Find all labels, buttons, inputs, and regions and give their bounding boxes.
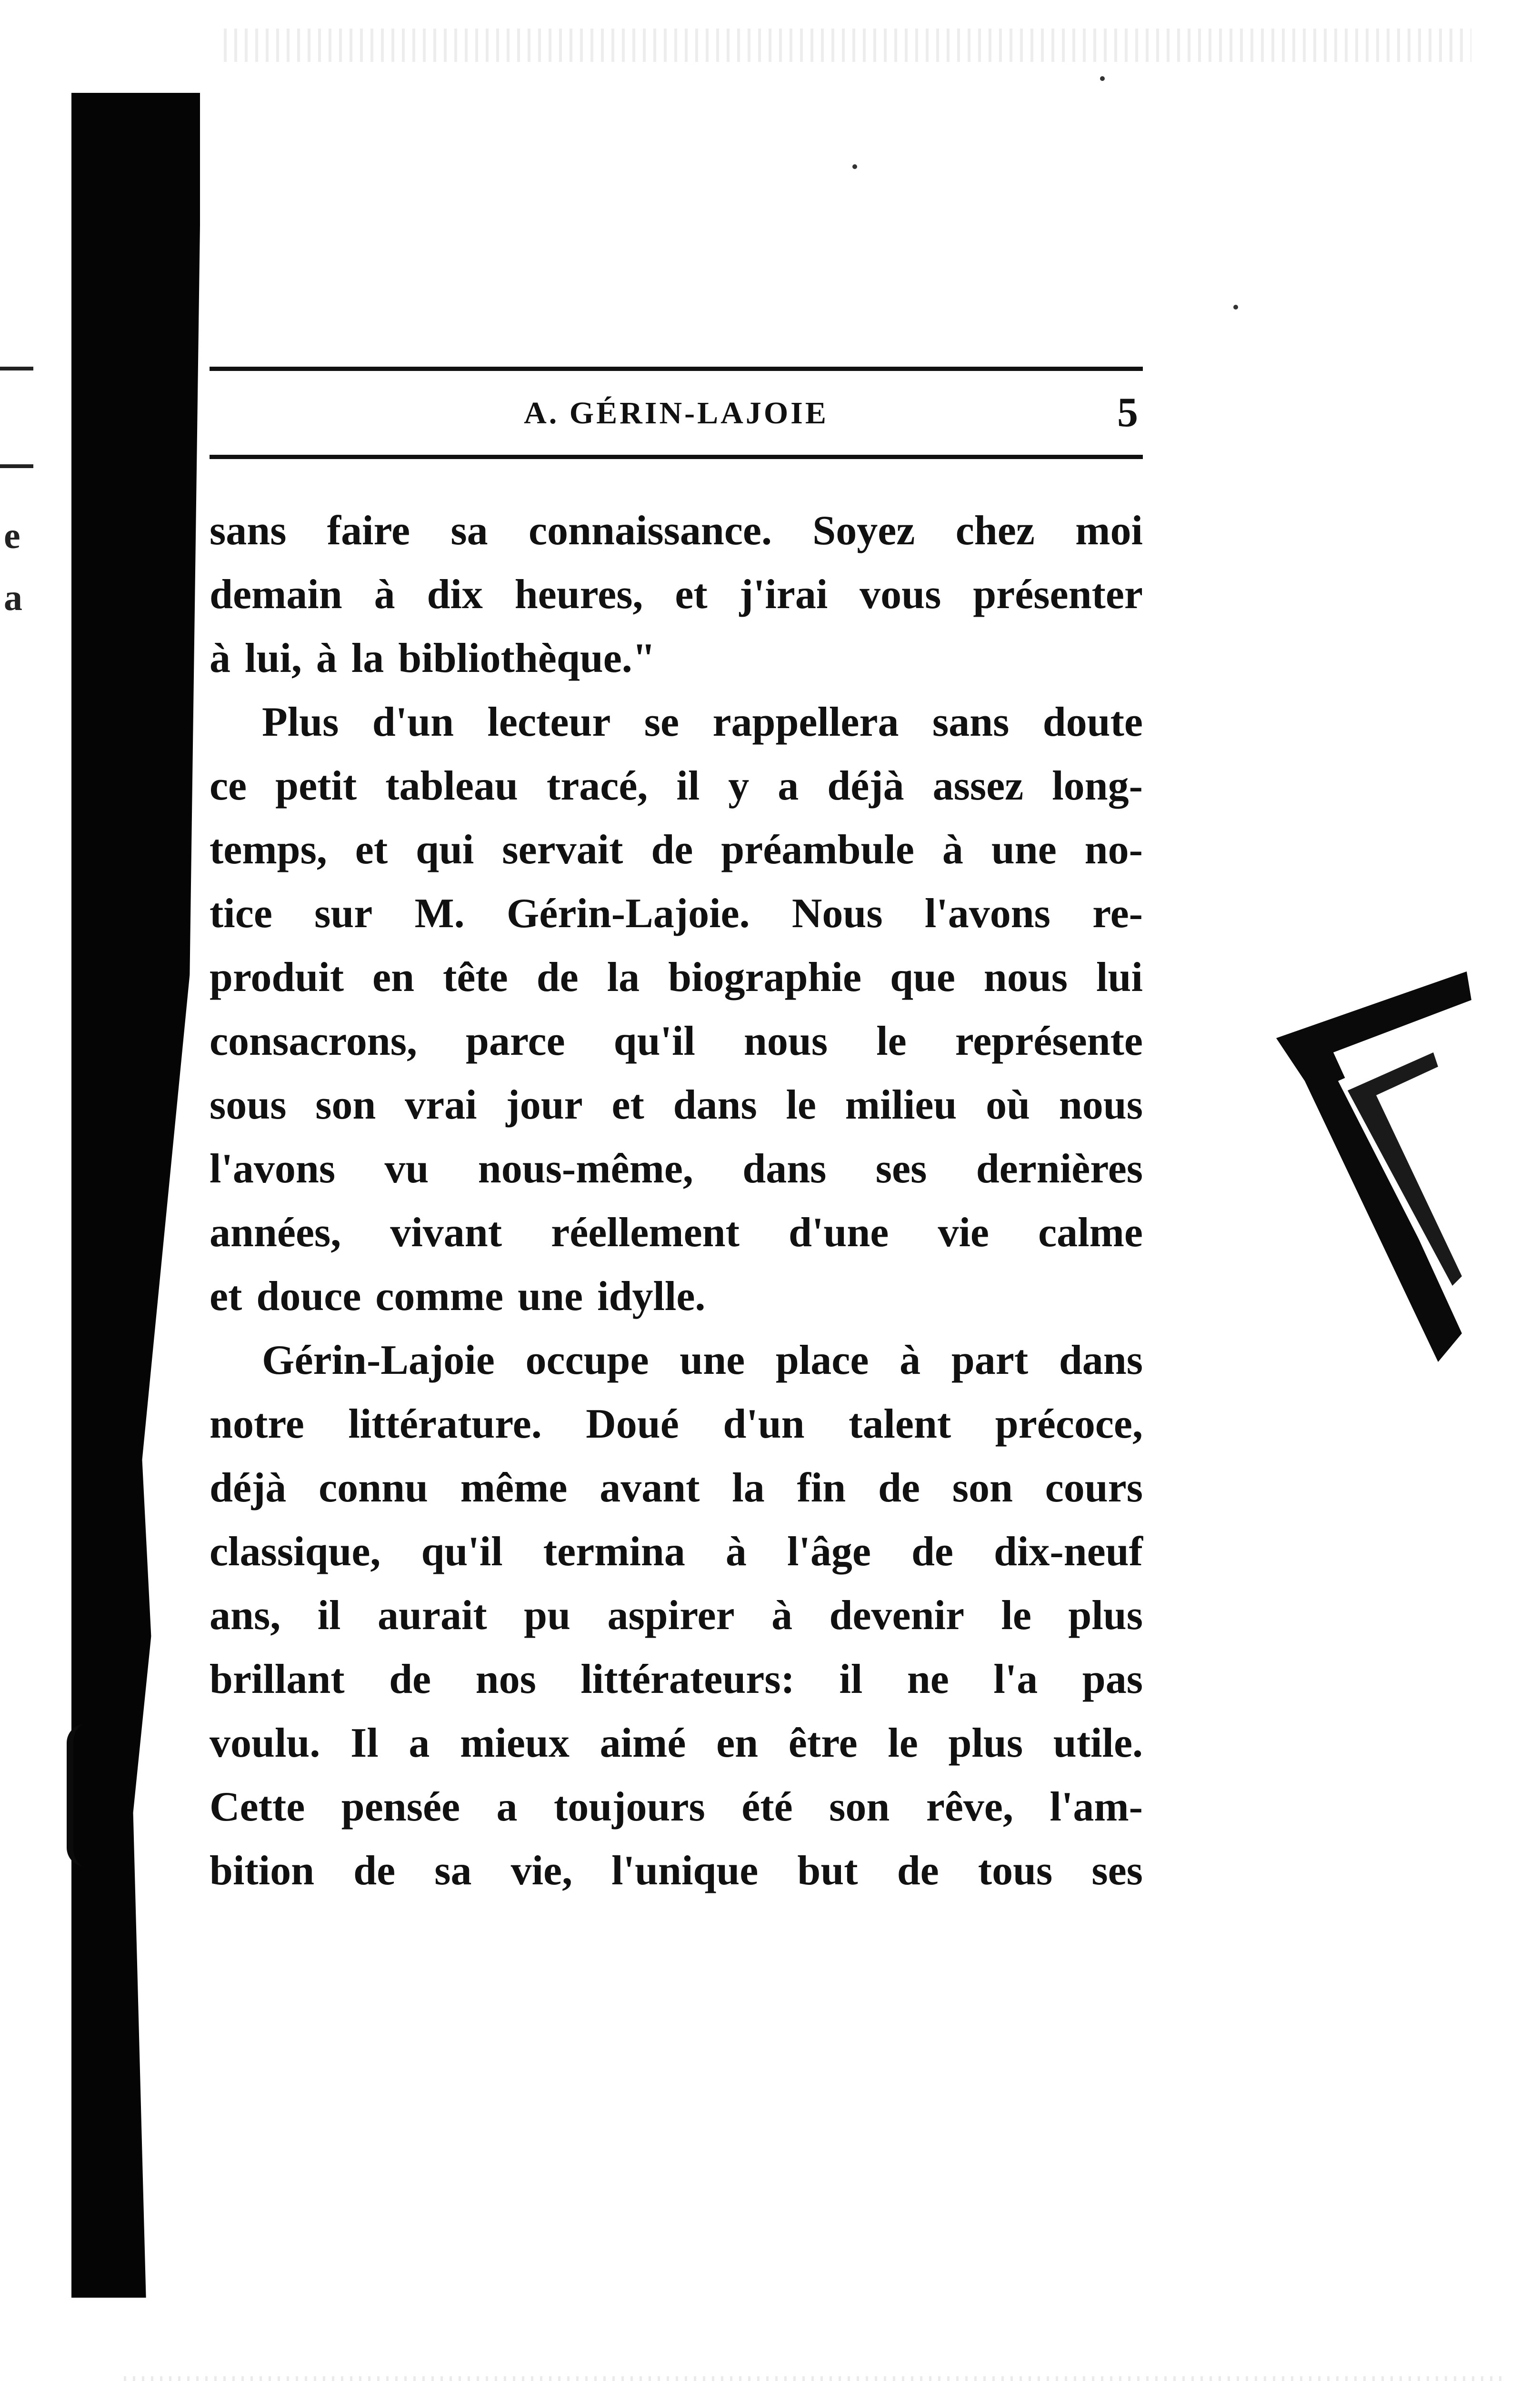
page-corner-artifact <box>1276 971 1490 1362</box>
text-line <box>210 946 1143 1010</box>
word: nous <box>983 954 1068 1000</box>
word: qu'il <box>613 1018 695 1064</box>
word: son <box>829 1784 890 1830</box>
text-line <box>210 1265 1143 1329</box>
word: faire <box>327 508 410 554</box>
word: vrai <box>405 1082 477 1128</box>
word: place <box>775 1337 869 1383</box>
word: Doué <box>586 1401 679 1447</box>
word: l'avons <box>924 890 1050 937</box>
word: devenir <box>829 1592 965 1639</box>
word: ce <box>210 763 247 809</box>
speck <box>1233 305 1238 310</box>
word: Il <box>350 1720 379 1766</box>
body-text <box>210 499 1143 1903</box>
word: dix <box>427 571 483 618</box>
word: voulu. <box>210 1720 320 1766</box>
word: l'âge <box>787 1529 871 1575</box>
word: il <box>839 1656 863 1702</box>
word: ses <box>875 1146 927 1192</box>
text-line <box>210 1392 1143 1456</box>
word: milieu <box>845 1082 957 1128</box>
word: dans <box>1059 1337 1143 1383</box>
word: l'a <box>993 1656 1038 1702</box>
word: moi <box>1075 508 1143 554</box>
word: même <box>460 1465 568 1511</box>
word: bition <box>210 1848 315 1894</box>
text-line <box>210 690 1143 754</box>
word: connu <box>319 1465 428 1511</box>
word: lui, <box>245 635 302 681</box>
word: de <box>536 954 579 1000</box>
word: ans, <box>210 1592 281 1639</box>
word: en <box>716 1720 759 1766</box>
scan-noise-top <box>224 29 1471 62</box>
word: à <box>942 827 963 873</box>
word: demain <box>210 571 342 618</box>
text-line <box>210 563 1143 627</box>
word: à <box>725 1529 747 1575</box>
word: représente <box>955 1018 1143 1064</box>
word: de <box>389 1656 431 1702</box>
word: consacrons, <box>210 1018 417 1064</box>
word: qu'il <box>421 1529 503 1575</box>
header-rule-top <box>210 367 1143 371</box>
word: ne <box>907 1656 949 1702</box>
page-number: 5 <box>1117 390 1138 436</box>
word: une <box>680 1337 745 1383</box>
word: la <box>607 954 640 1000</box>
word: d'une <box>789 1210 889 1256</box>
word: son <box>952 1465 1013 1511</box>
word: sa <box>450 508 488 554</box>
facing-page-rule <box>0 367 33 370</box>
word: tête <box>443 954 508 1000</box>
word: brillant <box>210 1656 345 1702</box>
word: part <box>951 1337 1029 1383</box>
word: parce <box>466 1018 565 1064</box>
word: de <box>651 827 693 873</box>
word: notre <box>210 1401 304 1447</box>
text-line <box>210 1073 1143 1137</box>
text-line <box>210 1456 1143 1520</box>
word: termina <box>543 1529 685 1575</box>
word: le <box>786 1082 816 1128</box>
word: toujours <box>554 1784 705 1830</box>
facing-page-glyph: e <box>4 515 20 556</box>
running-head-title: A. GÉRIN-LAJOIE <box>524 396 829 430</box>
word: doute <box>1042 699 1143 745</box>
word: aimé <box>600 1720 686 1766</box>
word: sa <box>434 1848 472 1894</box>
text-line <box>210 1711 1143 1775</box>
word: bibliothèque." <box>398 635 656 681</box>
word: mieux <box>460 1720 570 1766</box>
text-line <box>210 627 1143 690</box>
word: son <box>315 1082 376 1128</box>
word: tracé, <box>546 763 648 809</box>
word: calme <box>1038 1210 1143 1256</box>
scan-noise-bottom <box>124 2376 1505 2381</box>
word: à <box>316 635 337 681</box>
word: lui <box>1096 954 1143 1000</box>
word: biographie <box>668 954 861 1000</box>
word: la <box>732 1465 765 1511</box>
word: et <box>355 827 388 873</box>
word: a <box>409 1720 430 1766</box>
word: douce <box>256 1273 361 1320</box>
text-line <box>210 1775 1143 1839</box>
word: pas <box>1082 1656 1143 1702</box>
word: no- <box>1084 827 1143 873</box>
word: tous <box>978 1848 1053 1894</box>
word: sous <box>210 1082 287 1128</box>
word: vivant <box>390 1210 502 1256</box>
word: nous <box>1059 1082 1143 1128</box>
word: qui <box>416 827 474 873</box>
word: sans <box>210 508 287 554</box>
word: été <box>741 1784 793 1830</box>
header-rule-bottom <box>210 455 1143 459</box>
word: a <box>496 1784 518 1830</box>
word: d'un <box>372 699 454 745</box>
word: vous <box>860 571 941 618</box>
word: sur <box>314 890 373 937</box>
word: une <box>991 827 1057 873</box>
word: servait <box>502 827 623 873</box>
word: l'avons <box>210 1146 336 1192</box>
word: aurait <box>377 1592 487 1639</box>
word: déjà <box>827 763 904 809</box>
word: que <box>890 954 955 1000</box>
text-line <box>210 818 1143 882</box>
word: chez <box>955 508 1035 554</box>
word: ses <box>1091 1848 1143 1894</box>
word: fin <box>797 1465 846 1511</box>
word: plus <box>1068 1592 1143 1639</box>
word: lecteur <box>487 699 611 745</box>
word: dans <box>673 1082 757 1128</box>
word: l'am- <box>1050 1784 1143 1830</box>
word: précoce, <box>995 1401 1143 1447</box>
word: en <box>372 954 415 1000</box>
word: cours <box>1045 1465 1143 1511</box>
word: à <box>210 635 230 681</box>
word: Soyez <box>812 508 915 554</box>
word: il <box>676 763 700 809</box>
word: nos <box>475 1656 536 1702</box>
word: classique, <box>210 1529 381 1575</box>
word: Cette <box>210 1784 305 1830</box>
word: occupe <box>525 1337 649 1383</box>
word: à <box>374 571 395 618</box>
text-line <box>210 882 1143 946</box>
word: nous <box>743 1018 828 1064</box>
word: pensée <box>341 1784 460 1830</box>
word: nous-même, <box>478 1146 693 1192</box>
word: le <box>888 1720 918 1766</box>
word: et <box>210 1273 242 1320</box>
word: de <box>878 1465 920 1511</box>
binding-shadow-fragment <box>67 1724 107 1867</box>
word: avant <box>600 1465 700 1511</box>
word: sans <box>932 699 1010 745</box>
word: de <box>353 1848 396 1894</box>
word: de <box>897 1848 939 1894</box>
word: réellement <box>551 1210 740 1256</box>
word: se <box>644 699 680 745</box>
word: le <box>876 1018 907 1064</box>
text-line <box>210 1137 1143 1201</box>
word: talent <box>849 1401 951 1447</box>
text-line <box>210 1648 1143 1711</box>
word: la <box>351 635 384 681</box>
word: but <box>797 1848 858 1894</box>
word: présenter <box>973 571 1143 618</box>
word: et <box>675 571 708 618</box>
text-line <box>210 1584 1143 1648</box>
word: rêve, <box>926 1784 1013 1830</box>
word: d'un <box>723 1401 805 1447</box>
word: M. <box>414 890 465 937</box>
word: vie, <box>510 1848 573 1894</box>
word: dernières <box>976 1146 1143 1192</box>
word: pu <box>524 1592 571 1639</box>
word: re- <box>1092 890 1143 937</box>
word: idylle. <box>597 1273 706 1320</box>
word: heures, <box>514 571 643 618</box>
word: années, <box>210 1210 341 1256</box>
word: littérateurs: <box>580 1656 795 1702</box>
word: long- <box>1052 763 1143 809</box>
text-line <box>210 1329 1143 1392</box>
word: tice <box>210 890 272 937</box>
text-line <box>210 1010 1143 1073</box>
text-line <box>210 1520 1143 1584</box>
word: a <box>778 763 799 809</box>
speck <box>1100 76 1105 81</box>
word: produit <box>210 954 344 1000</box>
facing-page-glyph: a <box>4 577 22 618</box>
text-line <box>210 1201 1143 1265</box>
word: y <box>728 763 750 809</box>
word: être <box>788 1720 858 1766</box>
text-line <box>210 1839 1143 1903</box>
word: comme <box>375 1273 504 1320</box>
word: rappellera <box>712 699 899 745</box>
word: temps, <box>210 827 327 873</box>
word: déjà <box>210 1465 287 1511</box>
text-line <box>210 754 1143 818</box>
word: assez <box>932 763 1024 809</box>
word: il <box>317 1592 341 1639</box>
word: vu <box>384 1146 429 1192</box>
text-line <box>210 499 1143 563</box>
word: et <box>611 1082 644 1128</box>
word: petit <box>275 763 357 809</box>
word: le <box>1001 1592 1031 1639</box>
word: jour <box>506 1082 583 1128</box>
word: plus <box>948 1720 1023 1766</box>
word: à <box>900 1337 921 1383</box>
word: une <box>518 1273 583 1320</box>
word: littérature. <box>348 1401 542 1447</box>
word: Plus <box>262 699 339 745</box>
facing-page-rule <box>0 464 33 468</box>
word: vie <box>938 1210 989 1256</box>
word: dix-neuf <box>994 1529 1143 1575</box>
word: l'unique <box>611 1848 759 1894</box>
word: j'irai <box>739 571 828 618</box>
word: de <box>911 1529 953 1575</box>
binding-shadow <box>71 93 200 2298</box>
speck <box>852 164 857 169</box>
word: où <box>986 1082 1030 1128</box>
word: connaissance. <box>529 508 772 554</box>
word: préambule <box>721 827 914 873</box>
word: à <box>771 1592 793 1639</box>
word: aspirer <box>607 1592 735 1639</box>
running-header <box>210 390 1143 436</box>
word: dans <box>742 1146 827 1192</box>
word: Gérin-Lajoie <box>262 1337 495 1383</box>
word: Nous <box>791 890 883 937</box>
word: Gérin-Lajoie. <box>506 890 750 937</box>
word: tableau <box>385 763 518 809</box>
word: utile. <box>1053 1720 1143 1766</box>
